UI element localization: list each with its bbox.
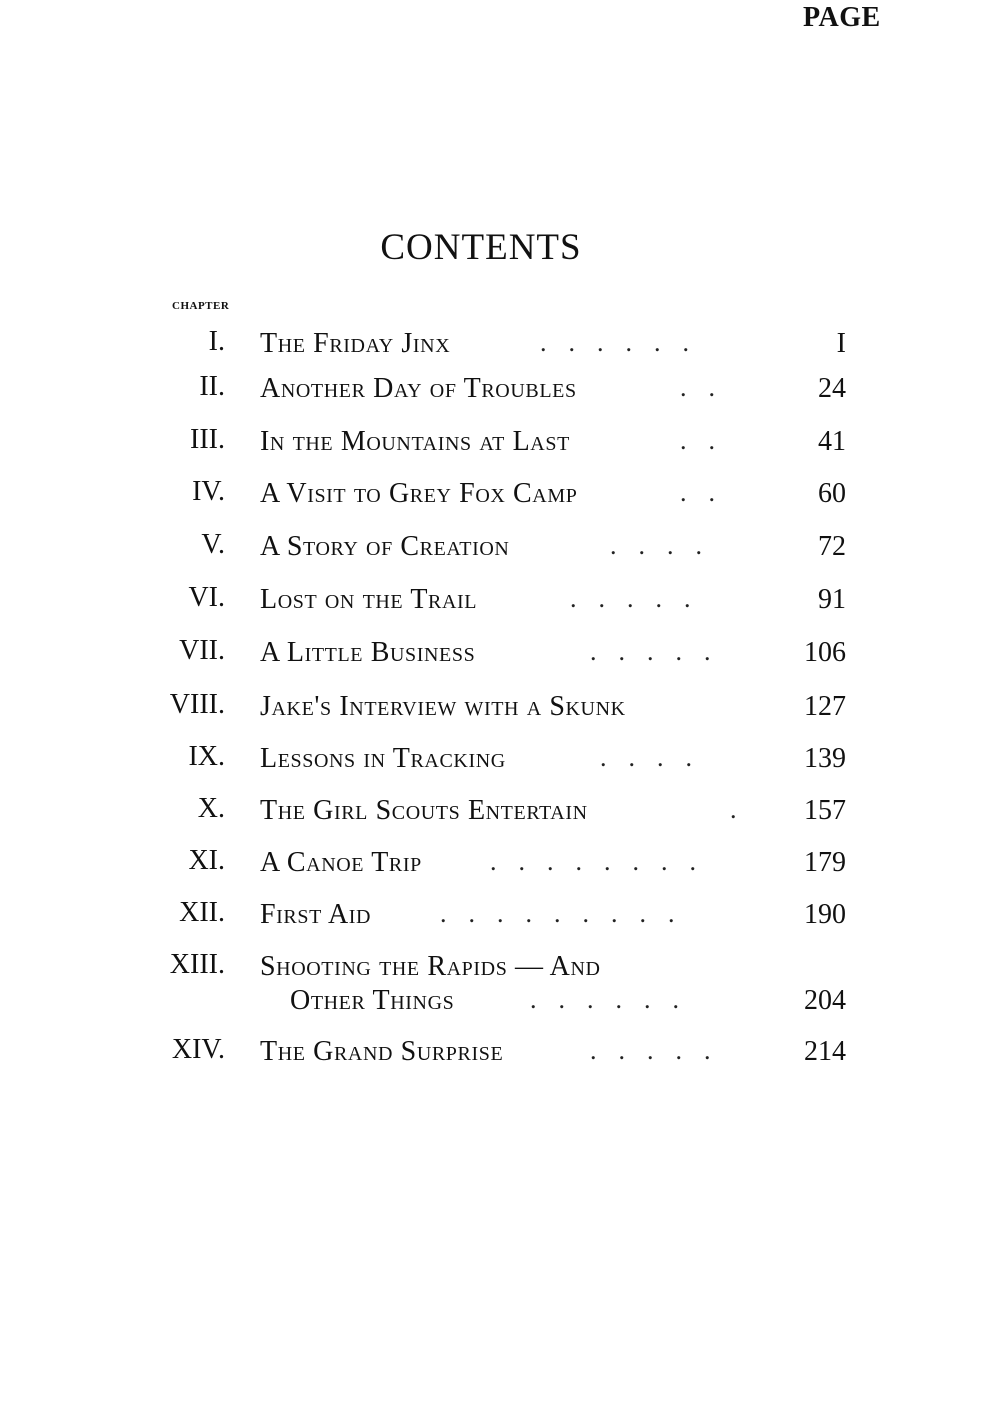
dot-leader: ...... (530, 985, 701, 1014)
toc-entry[interactable] (0, 529, 1000, 569)
chapter-title: A Story of Creation (260, 531, 510, 562)
dot-leader: .. (680, 478, 737, 507)
chapter-title: First Aid (260, 899, 372, 930)
dot-leader: . (730, 795, 759, 824)
toc-entry[interactable] (0, 635, 1000, 675)
page-title: CONTENTS (380, 227, 582, 268)
chapter-title: In the Mountains at Last (260, 426, 570, 457)
dot-leader: ........ (490, 847, 718, 876)
chapter-number: V. (201, 529, 225, 560)
chapter-number: VIII. (169, 689, 225, 720)
page-number: 91 (818, 584, 846, 615)
toc-entry[interactable] (0, 741, 1000, 781)
dot-leader: .... (610, 531, 724, 560)
dot-leader: ..... (590, 1036, 733, 1065)
chapter-column-header: CHAPTER (172, 300, 230, 312)
toc-entry[interactable] (0, 1034, 1000, 1074)
dot-leader: .. (680, 426, 737, 455)
chapter-number: XII. (179, 897, 225, 928)
chapter-title: Another Day of Troubles (260, 373, 577, 404)
dot-leader: ..... (590, 637, 733, 666)
page-number: 204 (804, 985, 846, 1016)
chapter-number: XI. (188, 845, 225, 876)
toc-entry[interactable] (0, 326, 1000, 366)
chapter-number: IX. (188, 741, 225, 772)
chapter-number: III. (190, 424, 225, 455)
chapter-title: Lessons in Tracking (260, 743, 506, 774)
toc-entry[interactable] (0, 845, 1000, 885)
chapter-title: A Visit to Grey Fox Camp (260, 478, 578, 509)
page-number: 60 (818, 478, 846, 509)
dot-leader: ......... (440, 899, 697, 928)
toc-entry[interactable] (0, 371, 1000, 411)
toc-entry[interactable] (0, 476, 1000, 516)
page-number: 24 (818, 373, 846, 404)
page-number: 139 (804, 743, 846, 774)
page-number: 41 (818, 426, 846, 457)
page-number: I (836, 328, 846, 359)
dot-leader: .. (680, 373, 737, 402)
chapter-number: XIV. (171, 1034, 225, 1065)
page-number: 179 (804, 847, 846, 878)
dot-leader: .... (600, 743, 714, 772)
chapter-title: The Girl Scouts Entertain (260, 795, 588, 826)
page-number: 72 (818, 531, 846, 562)
toc-entry[interactable] (0, 897, 1000, 937)
chapter-number: XIII. (169, 949, 225, 980)
toc-entry[interactable] (0, 582, 1000, 622)
chapter-title: A Canoe Trip (260, 847, 422, 878)
chapter-number: VII. (179, 635, 225, 666)
chapter-number: VI. (188, 582, 225, 613)
page-number: 214 (804, 1036, 846, 1067)
chapter-title: The Friday Jinx (260, 328, 451, 359)
chapter-title: The Grand Surprise (260, 1036, 504, 1067)
chapter-number: X. (197, 793, 225, 824)
toc-entry[interactable] (0, 793, 1000, 833)
dot-leader: ..... (570, 584, 713, 613)
chapter-number: II. (199, 371, 225, 402)
chapter-number: I. (208, 326, 225, 357)
page-number: 190 (804, 899, 846, 930)
toc-entry[interactable] (0, 949, 1000, 1016)
chapter-title: Jake's Interview with a Skunk (260, 691, 626, 722)
chapter-title: Lost on the Trail (260, 584, 478, 615)
dot-leader: ...... (540, 328, 711, 357)
chapter-title: Shooting the Rapids — And (260, 951, 601, 982)
toc-entry[interactable] (0, 689, 1000, 729)
chapter-title: A Little Business (260, 637, 476, 668)
chapter-number: IV. (192, 476, 225, 507)
page-number: 106 (804, 637, 846, 668)
page-number: 157 (804, 795, 846, 826)
page-column-header: PAGE (803, 2, 881, 33)
chapter-title-continued: Other Things (290, 985, 455, 1016)
page-number: 127 (804, 691, 846, 722)
toc-entry[interactable] (0, 424, 1000, 464)
